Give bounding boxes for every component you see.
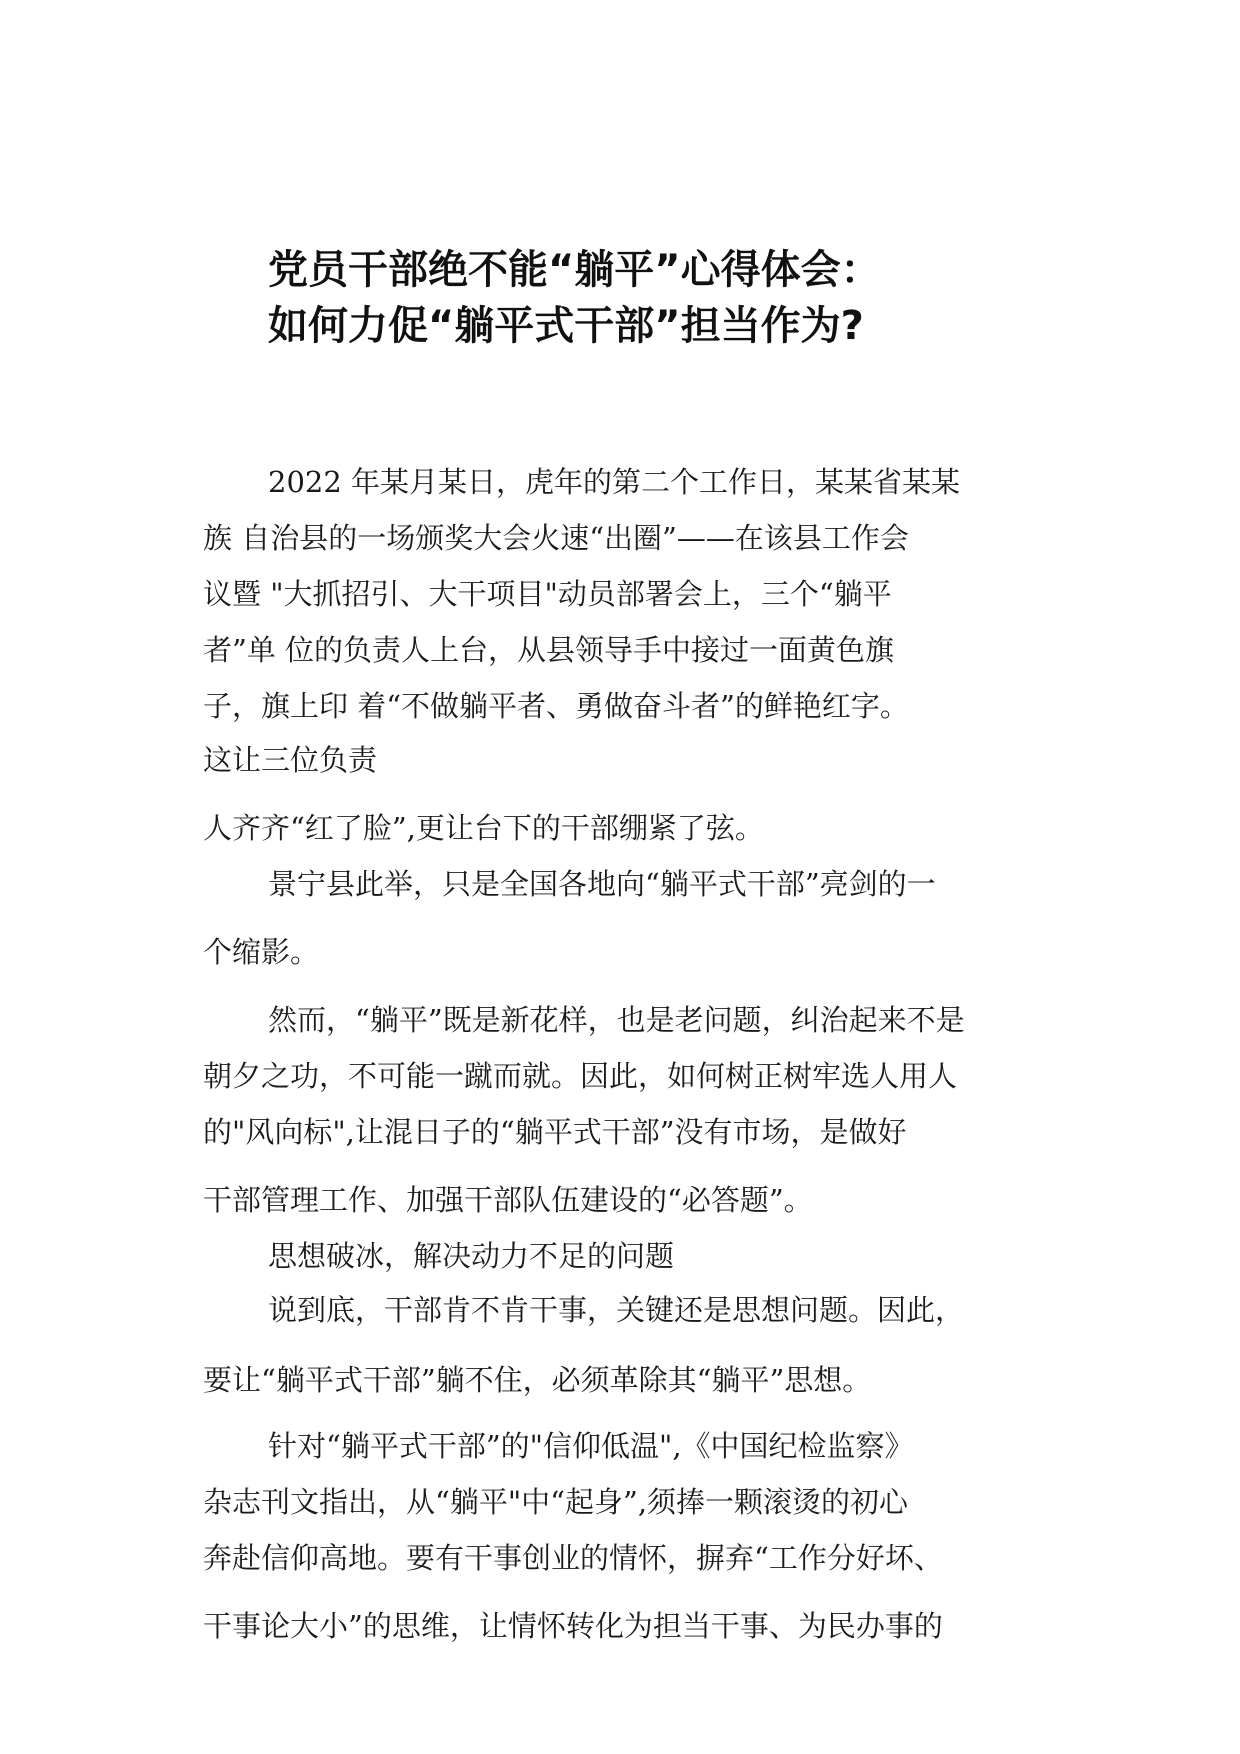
body-line: 的"风向标",让混日子的“躺平式干部”没有市场，是做好: [203, 1115, 907, 1149]
body-line: 2022 年某月某日，虎年的第二个工作日，某某省某某: [268, 465, 961, 499]
title-line-1: 党员干部绝不能“躺平”心得体会：: [268, 247, 881, 293]
body-line: 针对“躺平式干部”的"信仰低温",《中国纪检监察》: [268, 1429, 914, 1463]
body-line: 朝夕之功，不可能一蹴而就。因此，如何树正树牢选人用人: [203, 1059, 958, 1093]
body-line: 人齐齐“红了脸”,更让台下的干部绷紧了弦。: [203, 811, 764, 845]
body-line: 干部管理工作、加强干部队伍建设的“必答题”。: [203, 1183, 813, 1217]
title-line-2: 如何力促“躺平式干部”担当作为?: [268, 303, 864, 349]
body-line: 族 自治县的一场颁奖大会火速“出圈”——在该县工作会: [203, 521, 909, 555]
body-line: 杂志刊文指出，从“躺平"中“起身”,须捧一颗滚烫的初心: [203, 1485, 909, 1519]
body-line: 议暨 "大抓招引、大干项目"动员部署会上，三个“躺平: [203, 577, 892, 611]
body-line: 说到底，干部肯不肯干事，关键还是思想问题。因此，: [268, 1293, 965, 1327]
body-line: 奔赴信仰高地。要有干事创业的情怀，摒弃“工作分好坏、: [203, 1541, 943, 1575]
body-line: 者”单 位的负责人上台，从县领导手中接过一面黄色旗: [203, 633, 895, 667]
body-line: 个缩影。: [203, 935, 320, 969]
body-line: 要让“躺平式干部”躺不住，必须革除其“躺平”思想。: [203, 1363, 872, 1397]
body-line: 子，旗上印 着“不做躺平者、勇做奋斗者”的鲜艳红字。: [203, 689, 909, 723]
body-line: 然而，“躺平”既是新花样，也是老问题，纠治起来不是: [268, 1003, 965, 1037]
section-heading: 思想破冰，解决动力不足的问题: [268, 1239, 675, 1273]
body-line: 干事论大小”的思维，让情怀转化为担当干事、为民办事的: [203, 1609, 943, 1643]
body-line: 景宁县此举，只是全国各地向“躺平式干部”亮剑的一: [268, 867, 936, 901]
body-line: 这让三位负责: [203, 743, 378, 777]
document-title: [268, 242, 1028, 354]
